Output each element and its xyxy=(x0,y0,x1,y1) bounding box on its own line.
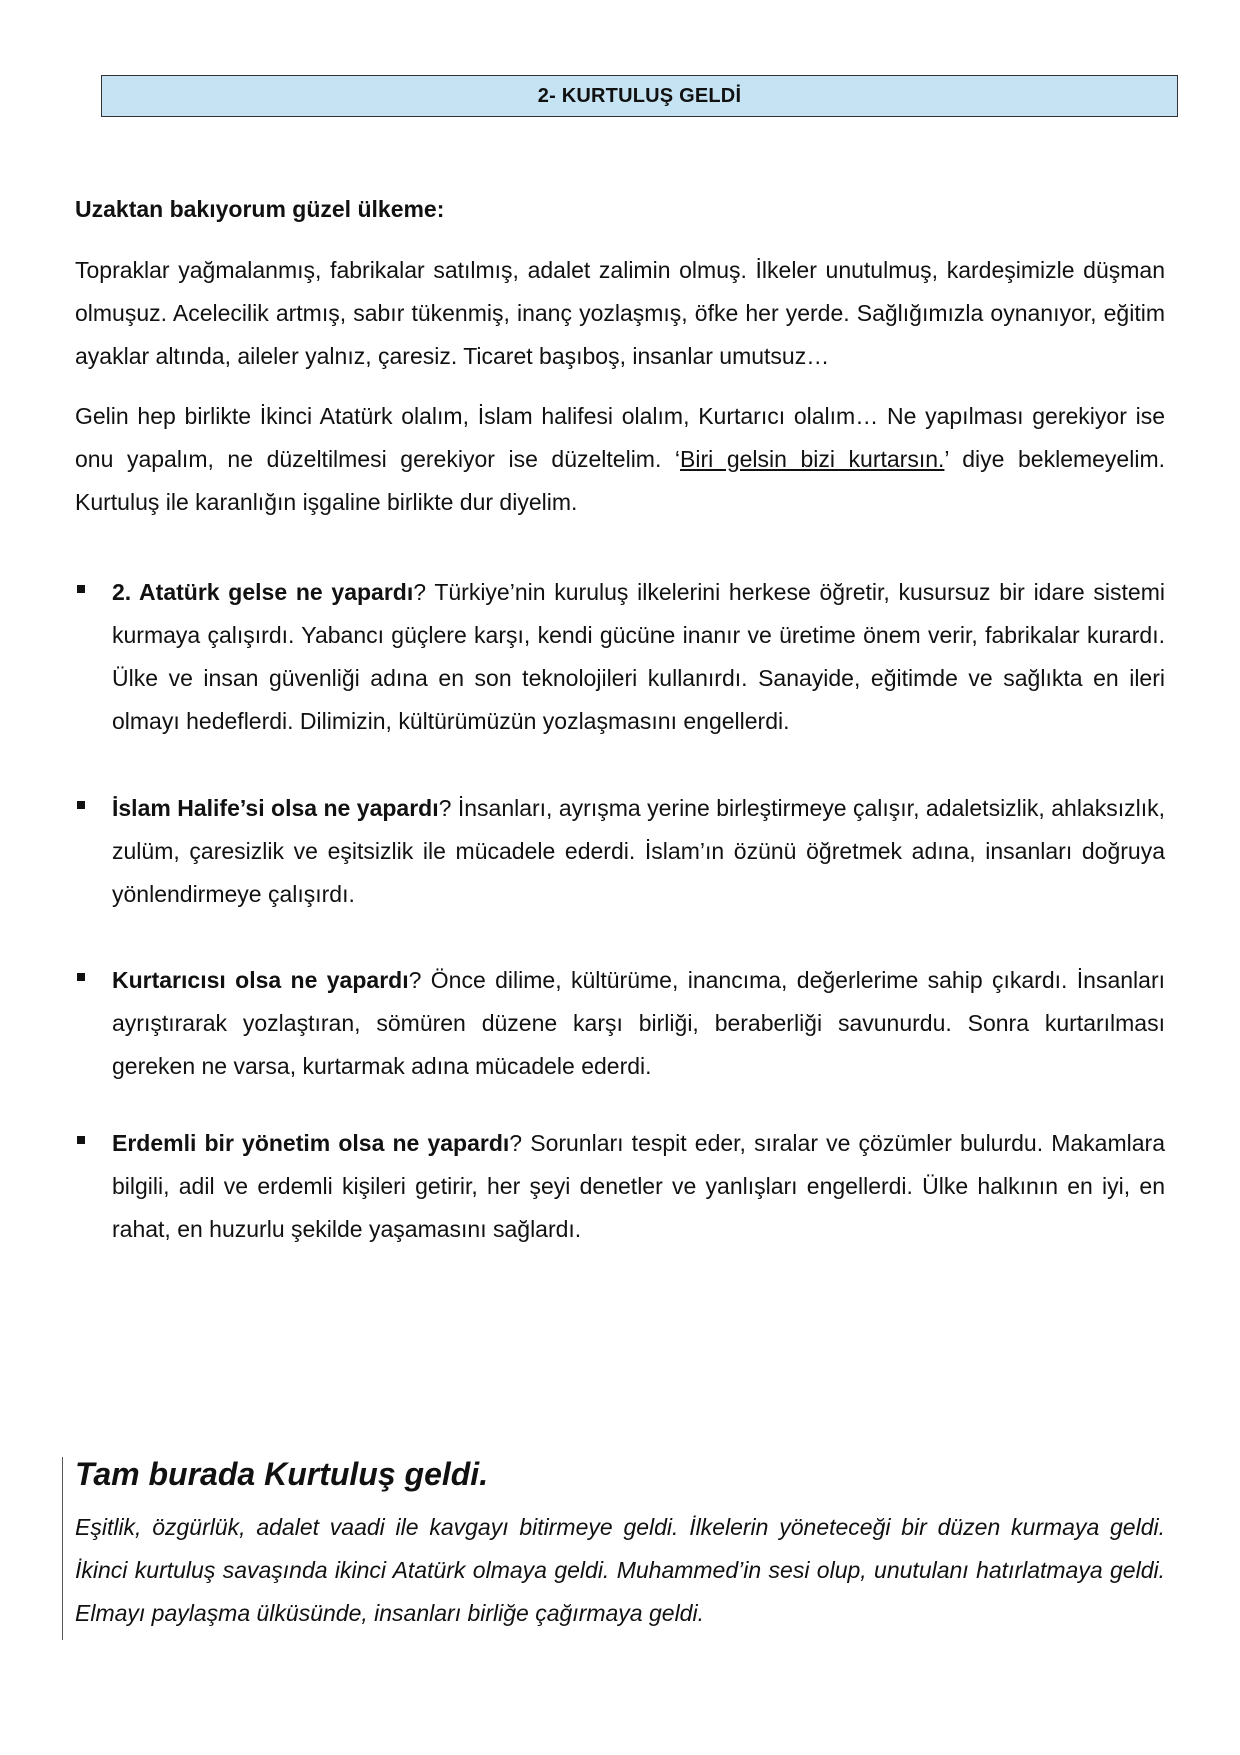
list-item-answer: ? Önce dilime, kültürüme, inancıma, değerlerime sahip çıkardı. İnsanları ayrıştırarak yozlaştıran, sömüren düzene karşı birliği, beraberliği savunurdu. Sonra kurtarılması gereken ne varsa, kurtarmak adına mücadele ederdi. xyxy=(112,967,1165,1079)
square-bullet-icon xyxy=(77,801,85,809)
section-title: 2- KURTULUŞ GELDİ xyxy=(537,84,742,107)
list-item-text xyxy=(112,571,1165,743)
underlined-quote: Biri gelsin bizi kurtarsın. xyxy=(680,446,945,472)
list-item-question: 2. Atatürk gelse ne yapardı xyxy=(112,579,414,605)
closing-heading: Tam burada Kurtuluş geldi. xyxy=(75,1456,489,1492)
closing-paragraph: Eşitlik, özgürlük, adalet vaadi ile kavgayı bitirmeye geldi. İlkelerin yöneteceği bir düzen kurmaya geldi. İkinci kurtuluş savaşında ikinci Atatürk olmaya geldi. Muhammed’in sesi olup, unutulanı hatırlatmaya geldi. Elmayı paylaşma ülküsünde, insanları birliğe çağırmaya geldi. xyxy=(75,1514,1165,1626)
intro-paragraph-2-start: Gelin hep birlikte İkinci Atatürk olalım, İslam halifesi olalım, Kurtarıcı olalım… Ne yapılması gerekiyor ise onu yapalım, ne düzeltilmesi gerekiyor ise düzeltelim. ‘ xyxy=(75,403,1165,472)
closing-left-rule xyxy=(62,1457,63,1640)
list-item-text xyxy=(112,1122,1165,1251)
intro-paragraph-1: Topraklar yağmalanmış, fabrikalar satılmış, adalet zalimin olmuş. İlkeler unutulmuş, kardeşimizle düşman olmuşuz. Acelecilik artmış, sabır tükenmiş, inanç yozlaşmış, öfke her yerde. Sağlığımızla oynanıyor, eğitim ayaklar altında, aileler yalnız, çaresiz. Ticaret başıboş, insanlar umutsuz… xyxy=(75,257,1165,369)
intro-paragraph-2-end: ’ diye beklemeyelim. Kurtuluş ile karanlığın işgaline birlikte dur diyelim. xyxy=(75,446,1165,515)
list-item-question: Kurtarıcısı olsa ne yapardı xyxy=(112,967,409,993)
list-item xyxy=(75,1122,1165,1251)
square-bullet-icon xyxy=(77,973,85,981)
list-item-question: Erdemli bir yönetim olsa ne yapardı xyxy=(112,1130,510,1156)
intro-heading: Uzaktan bakıyorum güzel ülkeme: xyxy=(75,196,445,222)
list-item-question: İslam Halife’si olsa ne yapardı xyxy=(112,795,439,821)
list-item-text xyxy=(112,959,1165,1088)
list-item xyxy=(75,787,1165,916)
section-title-box xyxy=(101,75,1178,117)
list-item xyxy=(75,959,1165,1088)
list-item-answer: ? Türkiye’nin kuruluş ilkelerini herkese öğretir, kusursuz bir idare sistemi kurmaya çalışırdı. Yabancı güçlere karşı, kendi gücüne inanır ve üretime önem verir, fabrikalar kurardı. Ülke ve insan güvenliği adına en son teknolojileri kullanırdı. Sanayide, eğitimde ve sağlıkta en ileri olmayı hedeflerdi. Dilimizin, kültürümüzün yozlaşmasını engellerdi. xyxy=(112,579,1165,734)
square-bullet-icon xyxy=(77,1136,85,1144)
list-item-answer: ? Sorunları tespit eder, sıralar ve çözümler bulurdu. Makamlara bilgili, adil ve erdemli kişileri getirir, her şeyi denetler ve yanlışları engellerdi. Ülke halkının en iyi, en rahat, en huzurlu şekilde yaşamasını sağlardı. xyxy=(112,1130,1165,1242)
intro-paragraph-2 xyxy=(75,395,1165,524)
list-item xyxy=(75,571,1165,743)
square-bullet-icon xyxy=(77,585,85,593)
list-item-answer: ? İnsanları, ayrışma yerine birleştirmeye çalışır, adaletsizlik, ahlaksızlık, zulüm, çaresizlik ve eşitsizlik ile mücadele ederdi. İslam’ın özünü öğretmek adına, insanları doğruya yönlendirmeye çalışırdı. xyxy=(112,795,1165,907)
list-item-text xyxy=(112,787,1165,916)
